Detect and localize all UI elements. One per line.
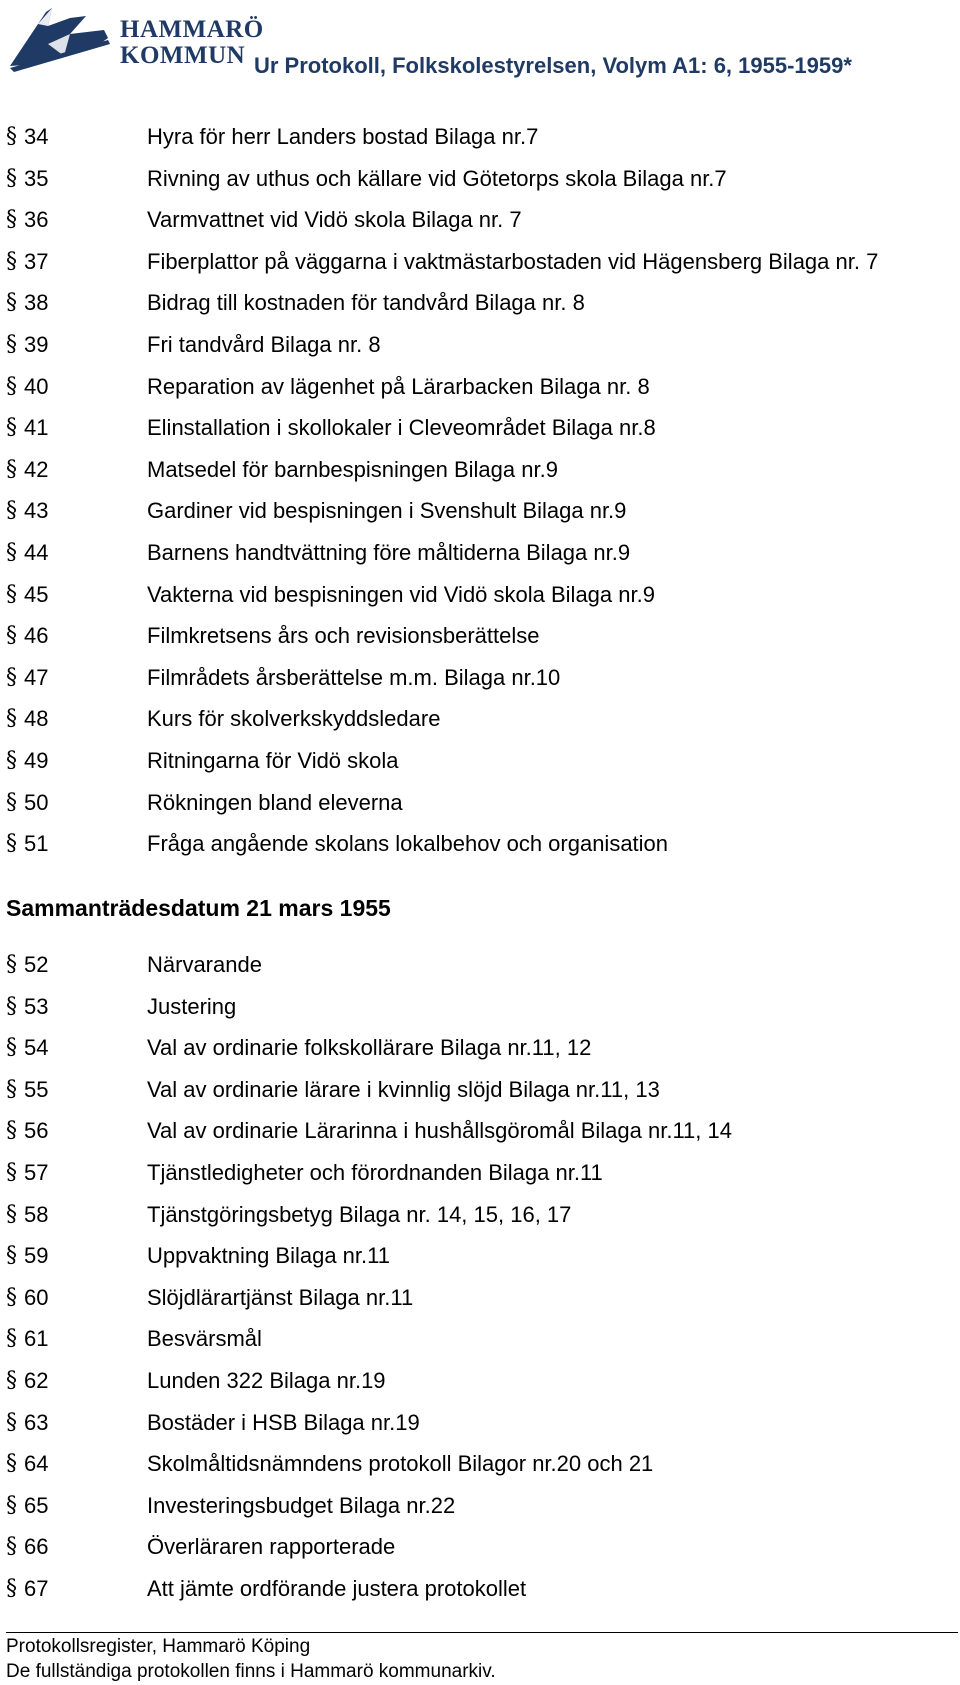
entry-text: Bidrag till kostnaden för tandvård Bilaga nr. 8 (147, 290, 585, 316)
protocol-entry (0, 574, 960, 616)
section-symbol: § (6, 706, 17, 732)
entry-number: 51 (24, 831, 49, 857)
protocol-entry (0, 158, 960, 200)
protocol-entry (0, 490, 960, 532)
meeting-date-heading: Sammanträdesdatum 21 mars 1955 (6, 895, 391, 921)
protocol-entry (0, 282, 960, 324)
entry-number: 35 (24, 165, 49, 191)
section-symbol: § (6, 1035, 17, 1061)
entry-text: Hyra för herr Landers bostad Bilaga nr.7 (147, 124, 539, 149)
entry-text: Slöjdlärartjänst Bilaga nr.11 (147, 1284, 414, 1310)
entry-number: 52 (24, 952, 49, 977)
protocol-entry (0, 1485, 960, 1527)
entry-text: Rivning av uthus och källare vid Götetorps skola Bilaga nr.7 (147, 165, 727, 191)
protocol-entry (0, 1277, 960, 1319)
section-symbol: § (6, 539, 17, 565)
section-symbol: § (6, 498, 17, 524)
protocol-entry (0, 1110, 960, 1152)
entry-text: Besvärsmål (147, 1326, 262, 1352)
entry-number: 58 (24, 1201, 49, 1227)
protocol-entry (0, 657, 960, 699)
section-symbol: § (6, 747, 17, 773)
section-symbol: § (6, 623, 17, 649)
section-symbol: § (6, 1284, 17, 1310)
protocol-entry (0, 740, 960, 782)
entry-number: 39 (24, 331, 49, 357)
entry-text: Kurs för skolverkskyddsledare (147, 706, 441, 732)
page-header (0, 0, 960, 90)
entry-text: Reparation av lägenhet på Lärarbacken Bilaga nr. 8 (147, 373, 650, 399)
entry-text: Fråga angående skolans lokalbehov och organisation (147, 831, 669, 857)
entry-number: 59 (24, 1243, 49, 1269)
section-symbol: § (6, 165, 17, 191)
entry-number: 34 (24, 124, 49, 149)
entry-number: 40 (24, 373, 49, 399)
section-symbol: § (6, 248, 17, 274)
section-symbol: § (6, 1492, 17, 1518)
entry-number: 57 (24, 1159, 49, 1185)
protocol-entry (0, 1069, 960, 1111)
entry-number: 67 (24, 1575, 49, 1601)
protocol-entry (0, 782, 960, 824)
section-symbol: § (6, 1201, 17, 1227)
entry-number: 36 (24, 207, 49, 233)
section-symbol: § (6, 1451, 17, 1477)
protocol-entry (0, 199, 960, 241)
protocol-entry (0, 1526, 960, 1568)
entry-number: 41 (24, 415, 49, 441)
entry-number: 53 (24, 993, 49, 1019)
footer-register-line: Protokollsregister, Hammarö Köping (6, 1636, 311, 1657)
entry-number: 60 (24, 1284, 49, 1310)
entry-text: Investeringsbudget Bilaga nr.22 (147, 1492, 456, 1518)
section-symbol: § (6, 1534, 17, 1560)
entry-text: Uppvaktning Bilaga nr.11 (147, 1243, 390, 1269)
section-symbol: § (6, 581, 17, 607)
entry-text: Lunden 322 Bilaga nr.19 (147, 1367, 386, 1393)
protocol-entry (0, 532, 960, 574)
entry-number: 55 (24, 1076, 49, 1102)
section-symbol: § (6, 1575, 17, 1601)
document-title: Ur Protokoll, Folkskolestyrelsen, Volym A1: 6, 1955-1959* (254, 53, 852, 78)
section-symbol: § (6, 207, 17, 233)
logo-name-line1: HAMMARÖ (120, 16, 264, 43)
section-symbol: § (6, 1243, 17, 1269)
entry-text: Att jämte ordförande justera protokollet (147, 1575, 527, 1601)
entry-number: 63 (24, 1409, 49, 1435)
entry-number: 54 (24, 1035, 49, 1061)
protocol-entry (0, 1318, 960, 1360)
protocol-entry (0, 944, 960, 986)
entry-number: 56 (24, 1118, 49, 1144)
section-symbol: § (6, 1409, 17, 1435)
entry-number: 38 (24, 290, 49, 316)
entry-text: Bostäder i HSB Bilaga nr.19 (147, 1409, 420, 1435)
protocol-entry (0, 1194, 960, 1236)
entry-text: Filmkretsens års och revisionsberättelse (147, 623, 540, 649)
entry-number: 47 (24, 664, 49, 690)
protocol-entry (0, 1235, 960, 1277)
footer-divider (6, 1632, 958, 1633)
entry-number: 43 (24, 498, 49, 524)
entry-number: 66 (24, 1534, 49, 1560)
protocol-entry (0, 241, 960, 283)
section-symbol: § (6, 1118, 17, 1144)
entry-number: 45 (24, 581, 49, 607)
section-symbol: § (6, 373, 17, 399)
protocol-entry (0, 1027, 960, 1069)
section-symbol: § (6, 664, 17, 690)
section-symbol: § (6, 1367, 17, 1393)
entry-text: Vakterna vid bespisningen vid Vidö skola Bilaga nr.9 (147, 581, 655, 607)
section-symbol: § (6, 993, 17, 1019)
entry-number: 62 (24, 1367, 49, 1393)
hammaro-logo-icon (8, 4, 120, 74)
protocol-entry (0, 1360, 960, 1402)
entry-text: Filmrådets årsberättelse m.m. Bilaga nr.10 (147, 664, 561, 690)
hammaro-logo (8, 4, 264, 74)
entry-number: 50 (24, 789, 49, 815)
protocol-entry (0, 366, 960, 408)
protocol-entry (0, 407, 960, 449)
section-symbol: § (6, 1159, 17, 1185)
protocol-entries-1 (0, 116, 960, 865)
protocol-entry (0, 823, 960, 865)
entry-text: Elinstallation i skollokaler i Cleveområdet Bilaga nr.8 (147, 415, 656, 441)
protocol-entry (0, 1568, 960, 1610)
protocol-entry (0, 116, 960, 158)
entry-number: 42 (24, 456, 49, 482)
entry-text: Ritningarna för Vidö skola (147, 747, 399, 773)
entry-number: 44 (24, 539, 49, 565)
footer-archive-line: De fullständiga protokollen finns i Hammarö kommunarkiv. (6, 1661, 496, 1682)
protocol-entry (0, 698, 960, 740)
logo-name-line2: KOMMUN (120, 42, 246, 69)
protocol-entry (0, 986, 960, 1028)
section-symbol: § (6, 1326, 17, 1352)
entry-number: 61 (24, 1326, 49, 1352)
protocol-entry (0, 449, 960, 491)
entry-text: Val av ordinarie Lärarinna i hushållsgöromål Bilaga nr.11, 14 (147, 1118, 732, 1144)
entry-text: Val av ordinarie folkskollärare Bilaga nr.11, 12 (147, 1035, 592, 1061)
section-symbol: § (6, 789, 17, 815)
protocol-entry (0, 1402, 960, 1444)
entry-number: 49 (24, 747, 49, 773)
protocol-entry (0, 324, 960, 366)
entry-text: Fiberplattor på väggarna i vaktmästarbostaden vid Hägensberg Bilaga nr. 7 (147, 248, 879, 274)
entry-text: Rökningen bland eleverna (147, 789, 403, 815)
entry-number: 48 (24, 706, 49, 732)
protocol-entry (0, 615, 960, 657)
entry-text: Barnens handtvättning före måltiderna Bilaga nr.9 (147, 539, 631, 565)
entry-text: Varmvattnet vid Vidö skola Bilaga nr. 7 (147, 207, 522, 233)
section-symbol: § (6, 952, 17, 977)
entry-number: 37 (24, 248, 49, 274)
entry-text: Val av ordinarie lärare i kvinnlig slöjd Bilaga nr.11, 13 (147, 1076, 660, 1102)
section-symbol: § (6, 1076, 17, 1102)
entry-text: Närvarande (147, 952, 262, 977)
section-symbol: § (6, 124, 17, 149)
section-symbol: § (6, 331, 17, 357)
entry-number: 46 (24, 623, 49, 649)
protocol-entry (0, 1443, 960, 1485)
entry-number: 64 (24, 1451, 49, 1477)
entry-text: Tjänstledigheter och förordnanden Bilaga nr.11 (147, 1159, 603, 1185)
section-symbol: § (6, 831, 17, 857)
entry-text: Tjänstgöringsbetyg Bilaga nr. 14, 15, 16, 17 (147, 1201, 572, 1227)
entry-text: Justering (147, 993, 237, 1019)
protocol-entries-2 (0, 944, 960, 1610)
section-symbol: § (6, 290, 17, 316)
entry-text: Fri tandvård Bilaga nr. 8 (147, 331, 381, 357)
section-symbol: § (6, 415, 17, 441)
protocol-entry (0, 1152, 960, 1194)
entry-text: Överläraren rapporterade (147, 1534, 396, 1560)
entry-text: Gardiner vid bespisningen i Svenshult Bilaga nr.9 (147, 498, 627, 524)
entry-text: Skolmåltidsnämndens protokoll Bilagor nr.20 och 21 (147, 1451, 654, 1477)
entry-text: Matsedel för barnbespisningen Bilaga nr.9 (147, 456, 558, 482)
entry-number: 65 (24, 1492, 49, 1518)
section-symbol: § (6, 456, 17, 482)
